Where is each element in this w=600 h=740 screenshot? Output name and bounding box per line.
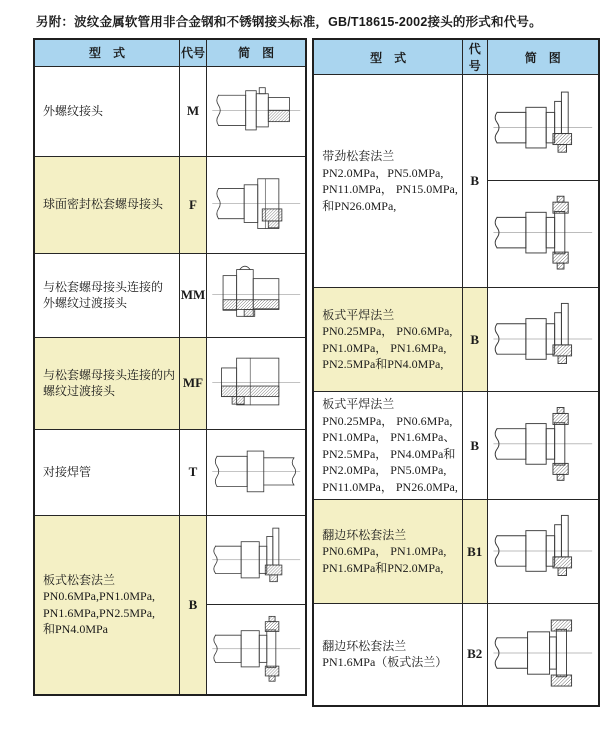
col-header-type: 型 式 (313, 39, 462, 75)
sketch-cell (206, 66, 306, 156)
sketch-cell (487, 288, 599, 392)
sketch-panel (488, 180, 598, 286)
type-cell (34, 515, 180, 695)
sketch-panel (207, 516, 305, 604)
type-line: 球面密封松套螺母接头 (43, 197, 164, 212)
type-line: PN2.0MPa， PN5.0MPa, (322, 463, 447, 477)
fitting-table-right (312, 38, 600, 707)
table-row (313, 288, 599, 392)
code-cell: B (462, 75, 487, 288)
type-line: PN1.0MPa， PN1.6MPa、 (322, 430, 456, 444)
sketch-stack (207, 338, 305, 427)
sketch-stack (207, 157, 305, 251)
type-line: 螺纹过渡接头 (43, 384, 116, 398)
sketch-panel (207, 254, 305, 335)
code-cell: M (180, 66, 207, 156)
sketch-panel (488, 392, 598, 495)
type-cell (313, 604, 462, 706)
col-header-code: 代号 (180, 39, 207, 66)
code-cell: B (462, 288, 487, 392)
sketch-cell (487, 500, 599, 604)
col-header-sketch: 简 图 (487, 39, 599, 75)
code-cell: F (180, 156, 207, 253)
type-line: PN0.6MPa， PN1.0MPa, (322, 544, 447, 559)
table-row (34, 337, 306, 429)
table-row (34, 66, 306, 156)
table-row (34, 515, 306, 695)
sketch-panel (488, 500, 598, 601)
sketch-stack (488, 604, 598, 703)
type-line: 和PN4.0MPa (43, 622, 109, 637)
sketch-panel (488, 288, 598, 389)
type-line: PN0.6MPa,PN1.0MPa, (43, 589, 156, 604)
sketch-stack (488, 500, 598, 601)
type-line: 带劲松套法兰 (322, 149, 395, 163)
type-line: 板式平焊法兰 (322, 307, 395, 322)
type-line: 与松套螺母接头连接的内 (43, 367, 176, 382)
table-row (313, 392, 599, 500)
fitting-table-left (33, 38, 307, 696)
sketch-panel (488, 75, 598, 180)
sketch-cell (487, 604, 599, 706)
table-row (34, 253, 306, 337)
header-row (313, 39, 599, 75)
type-cell (313, 75, 462, 288)
fitting-male-male-icon (211, 256, 301, 333)
type-line: 和PN26.0MPa, (322, 198, 397, 213)
type-line: PN1.6MPa和PN2.0MPa, (322, 560, 444, 575)
type-line: 外螺纹接头 (43, 103, 104, 118)
sketch-panel (207, 430, 305, 513)
code-cell: MF (180, 337, 207, 429)
type-line: PN11.0MPa， PN26.0MPa, (322, 479, 458, 494)
col-header-type: 型 式 (34, 39, 180, 66)
code-cell: MM (180, 253, 207, 337)
fitting-flange-up-icon (492, 78, 594, 177)
table-row (313, 75, 599, 288)
sketch-stack (207, 430, 305, 513)
fitting-flange-sym-icon (211, 607, 301, 691)
sketch-stack (207, 67, 305, 154)
sketch-panel (207, 338, 305, 427)
sketch-stack (488, 75, 598, 285)
sketch-cell (487, 75, 599, 288)
type-line: PN2.5MPa， PN4.0MPa和 (322, 446, 456, 461)
header-row (34, 39, 306, 66)
type-cell (34, 429, 180, 515)
fitting-loose-nut-icon (211, 159, 301, 248)
code-cell: B2 (462, 604, 487, 706)
sketch-stack (207, 516, 305, 693)
sketch-stack (488, 392, 598, 495)
col-header-sketch: 简 图 (206, 39, 306, 66)
type-cell (34, 66, 180, 156)
sketch-cell (206, 515, 306, 695)
code-cell: B1 (462, 500, 487, 604)
fitting-flange-up-icon (492, 503, 594, 599)
type-line: 板式松套法兰 (43, 572, 116, 587)
type-line: 外螺纹过渡接头 (43, 296, 128, 310)
sketch-panel (207, 67, 305, 154)
type-line: 与松套螺母接头连接的 (43, 279, 164, 294)
table-row (34, 429, 306, 515)
fitting-butt-weld-icon (211, 432, 301, 511)
type-cell (34, 337, 180, 429)
type-cell (34, 156, 180, 253)
type-line: 翻边环松套法兰 (322, 527, 407, 542)
sketch-stack (207, 254, 305, 335)
type-line: 对接焊管 (43, 464, 92, 479)
code-cell: B (462, 392, 487, 500)
fitting-male-thread-icon (211, 69, 301, 152)
sketch-panel (488, 604, 598, 703)
type-cell (313, 500, 462, 604)
sketch-panel (207, 157, 305, 251)
sketch-cell (206, 253, 306, 337)
table-row (313, 604, 599, 706)
code-cell: B (180, 515, 207, 695)
type-cell (34, 253, 180, 337)
sketch-cell (206, 429, 306, 515)
type-line: 翻边环松套法兰 (322, 638, 407, 653)
type-line: PN1.6MPa,PN2.5MPa, (43, 605, 156, 620)
col-header-code: 代号 (462, 39, 487, 75)
type-line: PN2.0MPa，PN5.0MPa, (322, 165, 444, 180)
type-line: PN11.0MPa， PN15.0MPa, (322, 182, 458, 196)
fitting-flange-sym-icon (492, 183, 594, 282)
type-line: PN1.0MPa， PN1.6MPa, (322, 340, 447, 355)
sketch-cell (487, 392, 599, 500)
fitting-flange-up-icon (211, 518, 301, 602)
type-cell (313, 392, 462, 500)
type-cell (313, 288, 462, 392)
table-row (313, 500, 599, 604)
fitting-male-female-icon (211, 340, 301, 425)
page-title: 另附：波纹金属软管用非合金钢和不锈钢接头标准，GB/T18615-2002接头的形式和代号。 (36, 15, 542, 29)
fitting-flange-lobed-icon (492, 606, 594, 700)
type-line: 板式平焊法兰 (322, 397, 395, 411)
sketch-stack (488, 288, 598, 389)
fitting-flange-up-icon (492, 291, 594, 387)
type-line: PN1.6MPa（板式法兰） (322, 655, 448, 670)
type-line: PN2.5MPa和PN4.0MPa, (322, 357, 444, 371)
type-line: PN0.25MPa， PN0.6MPa, (322, 413, 453, 428)
sketch-cell (206, 156, 306, 253)
type-line: PN0.25MPa， PN0.6MPa, (322, 324, 453, 338)
code-cell: T (180, 429, 207, 515)
sketch-cell (206, 337, 306, 429)
table-row (34, 156, 306, 253)
fitting-tables-container (33, 38, 600, 707)
sketch-panel (207, 604, 305, 693)
fitting-flange-sym-icon (492, 395, 594, 493)
